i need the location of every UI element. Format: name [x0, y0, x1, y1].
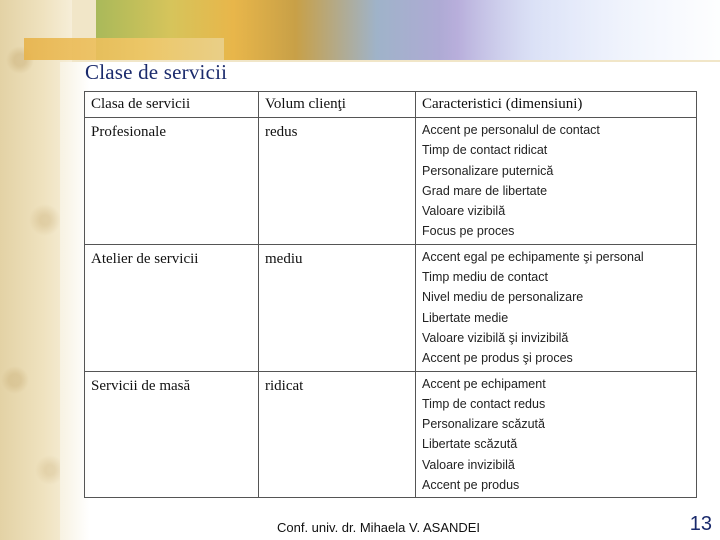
trait-item: Accent pe produs [422, 478, 520, 493]
row-volume: redus [259, 118, 416, 245]
trait-item: Timp de contact ridicat [422, 143, 548, 158]
table-row [85, 118, 697, 245]
row-class: Profesionale [85, 118, 259, 245]
row-traits [416, 244, 697, 371]
service-classes-table [84, 91, 697, 498]
header-volume: Volum clienţi [259, 92, 416, 118]
trait-item: Grad mare de libertate [422, 183, 548, 198]
trait-item: Libertate scăzută [422, 437, 518, 452]
header-class: Clasa de servicii [85, 92, 259, 118]
trait-item: Nivel mediu de personalizare [422, 290, 584, 305]
trait-item: Timp mediu de contact [422, 270, 548, 285]
table-row [85, 371, 697, 498]
trait-item: Timp de contact redus [422, 396, 546, 411]
slide-title: Clase de servicii [85, 60, 228, 84]
trait-item: Personalizare puternică [422, 163, 554, 178]
row-volume: ridicat [259, 371, 416, 498]
trait-item: Valoare vizibilă şi invizibilă [422, 330, 569, 345]
row-class: Servicii de masă [85, 371, 259, 498]
table-row [85, 244, 697, 371]
trait-item: Focus pe proces [422, 224, 515, 239]
trait-item: Personalizare scăzută [422, 417, 545, 432]
row-class: Atelier de servicii [85, 244, 259, 371]
trait-item: Accent pe echipament [422, 376, 546, 391]
decorative-strip [24, 38, 224, 60]
row-traits [416, 371, 697, 498]
trait-item: Accent pe personalul de contact [422, 123, 600, 137]
trait-item: Accent pe produs şi proces [422, 351, 573, 366]
footer-author: Conf. univ. dr. Mihaela V. ASANDEI [277, 520, 481, 535]
page-number: 13 [689, 513, 712, 535]
header-traits: Caracteristici (dimensiuni) [416, 92, 697, 118]
trait-item: Valoare vizibilă [422, 204, 506, 219]
row-volume: mediu [259, 244, 416, 371]
trait-item: Libertate medie [422, 310, 509, 325]
row-traits [416, 118, 697, 245]
table-header-row [85, 92, 697, 118]
trait-item: Valoare invizibilă [422, 457, 515, 472]
trait-item: Accent egal pe echipamente şi personal [422, 249, 644, 264]
